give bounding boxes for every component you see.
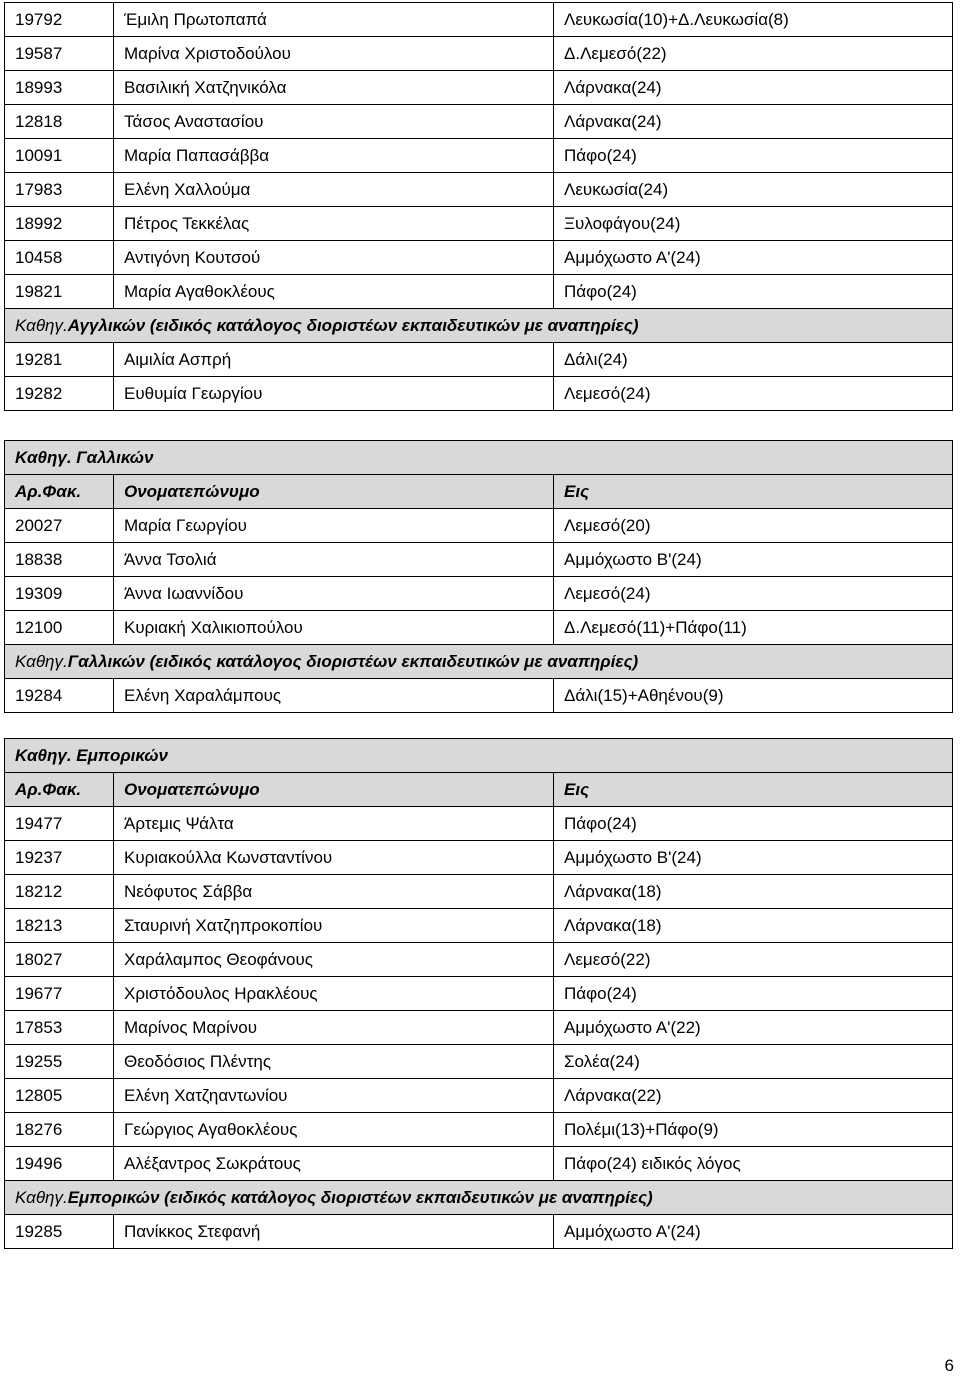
col-header-file-no: Αρ.Φακ. [5,475,114,509]
cell-placement: Πάφο(24) ειδικός λόγος [554,1147,953,1181]
col-header-placement: Εις [554,475,953,509]
special-list-title [5,1181,953,1215]
table-row [5,275,953,309]
cell-file-no: 10091 [5,139,114,173]
table-row [5,611,953,645]
table-row [5,241,953,275]
cell-placement: Πάφο(24) [554,275,953,309]
cell-file-no: 12805 [5,1079,114,1113]
cell-name: Γεώργιος Αγαθοκλέους [114,1113,554,1147]
cell-name: Μαρία Γεωργίου [114,509,554,543]
section-header-commerce [5,739,953,773]
rows-french [5,509,953,645]
title-rest: Γαλλικών (ειδικός κατάλογος διοριστέων εκπαιδευτικών με αναπηρίες) [67,651,639,671]
cell-placement: Αμμόχωστο Α'(24) [554,1215,953,1249]
cell-placement: Λευκωσία(10)+Δ.Λευκωσία(8) [554,3,953,37]
cell-file-no: 19282 [5,377,114,411]
cell-name: Έμιλη Πρωτοπαπά [114,3,554,37]
cell-name: Μαρίνα Χριστοδούλου [114,37,554,71]
cell-name: Χριστόδουλος Ηρακλέους [114,977,554,1011]
cell-placement: Ξυλοφάγου(24) [554,207,953,241]
column-header-row [5,773,953,807]
cell-name: Βασιλική Χατζηνικόλα [114,71,554,105]
cell-file-no: 18027 [5,943,114,977]
cell-placement: Πάφο(24) [554,807,953,841]
cell-name: Μαρία Παπασάββα [114,139,554,173]
cell-name: Νεόφυτος Σάββα [114,875,554,909]
section-title [5,441,953,475]
cell-file-no: 19821 [5,275,114,309]
cell-placement: Λεμεσό(20) [554,509,953,543]
cell-name: Κυριακή Χαλικιοπούλου [114,611,554,645]
cell-file-no: 12100 [5,611,114,645]
table-row [5,543,953,577]
cell-placement: Σολέα(24) [554,1045,953,1079]
table-row [5,909,953,943]
cell-name: Ευθυμία Γεωργίου [114,377,554,411]
rows-commerce [5,807,953,1181]
table-row [5,173,953,207]
col-header-name: Ονοματεπώνυμο [114,475,554,509]
title-rest: Γαλλικών [76,447,154,467]
table-row [5,509,953,543]
table-row [5,1011,953,1045]
title-prefix: Καθηγ. [15,315,68,335]
rows-french-special [5,679,953,713]
cell-file-no: 18992 [5,207,114,241]
table-row [5,875,953,909]
table-row [5,1113,953,1147]
cell-placement: Δ.Λεμεσό(11)+Πάφο(11) [554,611,953,645]
cell-placement: Λάρνακα(18) [554,875,953,909]
cell-name: Αλέξαντρος Σωκράτους [114,1147,554,1181]
cell-placement: Πολέμι(13)+Πάφο(9) [554,1113,953,1147]
cell-file-no: 19284 [5,679,114,713]
cell-placement: Πάφο(24) [554,139,953,173]
table-row [5,807,953,841]
table-row [5,977,953,1011]
cell-placement: Δ.Λεμεσό(22) [554,37,953,71]
title-prefix: Καθηγ. [15,447,72,467]
cell-name: Μαρία Αγαθοκλέους [114,275,554,309]
rows-commerce-special [5,1215,953,1249]
cell-placement: Λάρνακα(22) [554,1079,953,1113]
title-prefix: Καθηγ. [15,745,72,765]
cell-file-no: 20027 [5,509,114,543]
col-header-name: Ονοματεπώνυμο [114,773,554,807]
cell-name: Πανίκκος Στεφανή [114,1215,554,1249]
cell-placement: Δάλι(15)+Αθηένου(9) [554,679,953,713]
cell-placement: Αμμόχωστο Α'(22) [554,1011,953,1045]
cell-name: Κυριακούλλα Κωνσταντίνου [114,841,554,875]
col-header-placement: Εις [554,773,953,807]
special-list-header-commerce [5,1181,953,1215]
cell-placement: Λάρνακα(18) [554,909,953,943]
table-row [5,207,953,241]
table-row [5,1215,953,1249]
cell-name: Αντιγόνη Κουτσού [114,241,554,275]
table-row [5,679,953,713]
cell-name: Χαράλαμπος Θεοφάνους [114,943,554,977]
rows-english-special [5,343,953,411]
cell-name: Θεοδόσιος Πλέντης [114,1045,554,1079]
section-title [5,739,953,773]
table-section-commerce [4,738,953,1249]
table-row [5,1045,953,1079]
table-section-french [4,440,953,713]
cell-name: Αιμιλία Ασπρή [114,343,554,377]
cell-placement: Λευκωσία(24) [554,173,953,207]
table-row [5,1079,953,1113]
special-list-header-english [5,309,953,343]
cell-file-no: 19237 [5,841,114,875]
title-rest: Εμπορικών [76,745,168,765]
table-row [5,1147,953,1181]
cell-file-no: 18212 [5,875,114,909]
table-row [5,943,953,977]
cell-name: Ελένη Χαλλούμα [114,173,554,207]
cell-file-no: 17853 [5,1011,114,1045]
table-section-english [4,2,953,411]
cell-file-no: 18276 [5,1113,114,1147]
table-row [5,343,953,377]
table-row [5,71,953,105]
cell-file-no: 12818 [5,105,114,139]
cell-name: Ελένη Χαραλάμπους [114,679,554,713]
page-number: 6 [944,1356,954,1375]
cell-file-no: 19255 [5,1045,114,1079]
cell-file-no: 19677 [5,977,114,1011]
table-row [5,139,953,173]
cell-name: Ελένη Χατζηαντωνίου [114,1079,554,1113]
cell-file-no: 19477 [5,807,114,841]
col-header-file-no: Αρ.Φακ. [5,773,114,807]
special-list-header-french [5,645,953,679]
cell-name: Τάσος Αναστασίου [114,105,554,139]
cell-name: Πέτρος Τεκκέλας [114,207,554,241]
cell-placement: Αμμόχωστο Β'(24) [554,841,953,875]
cell-placement: Λάρνακα(24) [554,71,953,105]
cell-file-no: 18838 [5,543,114,577]
cell-file-no: 19496 [5,1147,114,1181]
cell-name: Μαρίνος Μαρίνου [114,1011,554,1045]
title-prefix: Καθηγ. [15,651,68,671]
rows-english [5,3,953,309]
cell-placement: Δάλι(24) [554,343,953,377]
cell-name: Άρτεμις Ψάλτα [114,807,554,841]
cell-file-no: 19281 [5,343,114,377]
table-row [5,841,953,875]
column-header-row [5,475,953,509]
special-list-title [5,309,953,343]
cell-file-no: 19587 [5,37,114,71]
cell-name: Σταυρινή Χατζηπροκοπίου [114,909,554,943]
cell-placement: Λεμεσό(24) [554,577,953,611]
cell-file-no: 18993 [5,71,114,105]
cell-file-no: 17983 [5,173,114,207]
cell-placement: Πάφο(24) [554,977,953,1011]
title-prefix: Καθηγ. [15,1187,68,1207]
cell-placement: Λάρνακα(24) [554,105,953,139]
title-rest: Εμπορικών (ειδικός κατάλογος διοριστέων εκπαιδευτικών με αναπηρίες) [67,1187,653,1207]
cell-placement: Λεμεσό(24) [554,377,953,411]
cell-name: Άννα Τσολιά [114,543,554,577]
table-row [5,105,953,139]
table-row [5,377,953,411]
special-list-title [5,645,953,679]
cell-file-no: 18213 [5,909,114,943]
cell-placement: Λεμεσό(22) [554,943,953,977]
table-row [5,3,953,37]
cell-placement: Αμμόχωστο Β'(24) [554,543,953,577]
cell-file-no: 19309 [5,577,114,611]
cell-placement: Αμμόχωστο Α'(24) [554,241,953,275]
cell-file-no: 19792 [5,3,114,37]
cell-name: Άννα Ιωαννίδου [114,577,554,611]
cell-file-no: 19285 [5,1215,114,1249]
cell-file-no: 10458 [5,241,114,275]
table-row [5,37,953,71]
title-rest: Αγγλικών (ειδικός κατάλογος διοριστέων εκπαιδευτικών με αναπηρίες) [67,315,639,335]
table-row [5,577,953,611]
section-header-french [5,441,953,475]
